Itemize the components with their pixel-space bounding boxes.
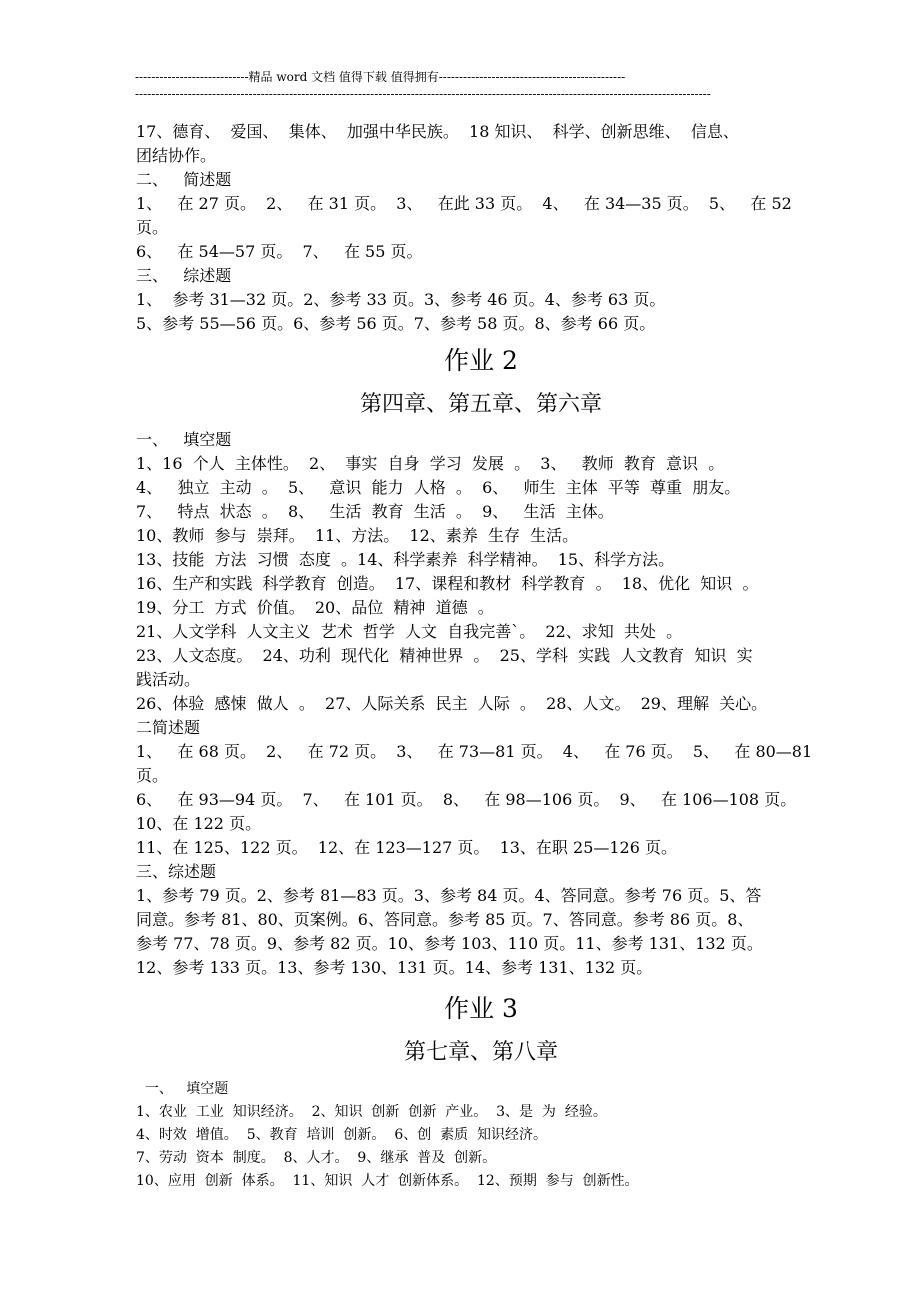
answer-line: 11、在 125、122 页。 12、在 123—127 页。 13、在职 25—126 页。 <box>136 838 677 857</box>
answer-line: 1、农业 工业 知识经济。 2、知识 创新 创新 产业。 3、是 为 经验。 <box>136 1104 607 1120</box>
document-body <box>136 120 826 1193</box>
answer-line: 4、 独立 主动 。 5、 意识 能力 人格 。 6、 师生 主体 平等 尊重 朋友。 <box>136 478 741 497</box>
answer-line: 三、综述题 <box>136 862 217 881</box>
hw2-title: 作业 2 <box>444 346 518 375</box>
answer-line: 5、参考 55—56 页。6、参考 56 页。7、参考 58 页。8、参考 66 页。 <box>136 314 656 333</box>
intro-section <box>136 120 826 336</box>
answer-line: 7、 特点 状态 。 8、 生活 教育 生活 。 9、 生活 主体。 <box>136 502 614 521</box>
answer-line: 践活动。 <box>136 670 201 689</box>
answer-line: 同意。参考 81、80、页案例。6、答同意。参考 85 页。7、答同意。参考 86 页。8、 <box>136 910 754 929</box>
answer-line: 团结协作。 <box>136 146 217 165</box>
answer-line: 1、16 个人 主体性。 2、 事实 自身 学习 发展 。 3、 教师 教育 意识 。 <box>136 454 725 473</box>
page-header-banner: ----------------------------精品 word 文档 值得下载 值得拥有---------------------------------------------- <box>135 70 626 84</box>
answer-line: 1、参考 79 页。2、参考 81—83 页。3、参考 84 页。4、答同意。参考 76 页。5、答 <box>136 886 762 905</box>
answer-line: 7、劳动 资本 制度。 8、人才。 9、继承 普及 创新。 <box>136 1150 497 1166</box>
answer-line: 12、参考 133 页。13、参考 130、131 页。14、参考 131、132 页。 <box>136 958 653 977</box>
answer-line: 4、时效 增值。 5、教育 培训 创新。 6、创 素质 知识经济。 <box>136 1127 548 1143</box>
answer-line: 一、 填空题 <box>136 430 232 449</box>
answer-line: 6、 在 54—57 页。 7、 在 55 页。 <box>136 242 423 261</box>
answer-line: 二简述题 <box>136 718 201 737</box>
answer-line: 26、体验 感悚 做人 。 27、人际关系 民主 人际 。 28、人文。 29、理解 关心。 <box>136 694 768 713</box>
answer-line: 1、 在 68 页。 2、 在 72 页。 3、 在 73—81 页。 4、 在 76 页。 5、 在 80—81 <box>136 742 813 761</box>
hw3-chapters: 第七章、第八章 <box>403 1040 558 1065</box>
hw2-answers <box>136 428 826 980</box>
answer-line: 页。 <box>136 766 169 785</box>
answer-line: 16、生产和实践 科学教育 创造。 17、课程和教材 科学教育 。 18、优化 知识 。 <box>136 574 759 593</box>
answer-line: 23、人文态度。 24、功利 现代化 精神世界 。 25、学科 实践 人文教育 知识 实 <box>136 646 753 665</box>
answer-line: 17、德育、 爱国、 集体、 加强中华民族。 18 知识、 科学、创新思维、 信息、 <box>136 122 739 141</box>
answer-line: 19、分工 方式 价值。 20、品位 精神 道德 。 <box>136 598 494 617</box>
answer-line: 参考 77、78 页。9、参考 82 页。10、参考 103、110 页。11、参考 131、132 页。 <box>136 934 763 953</box>
hw2-chapters: 第四章、第五章、第六章 <box>359 392 602 417</box>
answer-line: 一、 填空题 <box>136 1081 229 1097</box>
answer-line: 10、教师 参与 崇拜。 11、方法。 12、素养 生存 生活。 <box>136 526 579 545</box>
answer-line: 21、人文学科 人文主义 艺术 哲学 人文 自我完善`。 22、求知 共处 。 <box>136 622 683 641</box>
answer-line: 10、在 122 页。 <box>136 814 262 833</box>
answer-line: 1、 参考 31—32 页。2、参考 33 页。3、参考 46 页。4、参考 63 页。 <box>136 290 666 309</box>
answer-line: 6、 在 93—94 页。 7、 在 101 页。 8、 在 98—106 页。 9、 在 106—108 页。 <box>136 790 797 809</box>
page-header-rule: ---------------------------------------------------------------------------------------------------------------------------------------------- <box>135 87 711 101</box>
answer-line: 二、 简述题 <box>136 170 232 189</box>
answer-line: 10、应用 创新 体系。 11、知识 人才 创新体系。 12、预期 参与 创新性。 <box>136 1173 639 1189</box>
answer-line: 13、技能 方法 习惯 态度 。14、科学素养 科学精神。 15、科学方法。 <box>136 550 675 569</box>
answer-line: 1、 在 27 页。 2、 在 31 页。 3、 在此 33 页。 4、 在 34—35 页。 5、 在 52 页。 <box>136 194 797 237</box>
hw3-title: 作业 3 <box>444 994 518 1023</box>
hw3-answers <box>136 1078 826 1193</box>
answer-line: 三、 综述题 <box>136 266 232 285</box>
